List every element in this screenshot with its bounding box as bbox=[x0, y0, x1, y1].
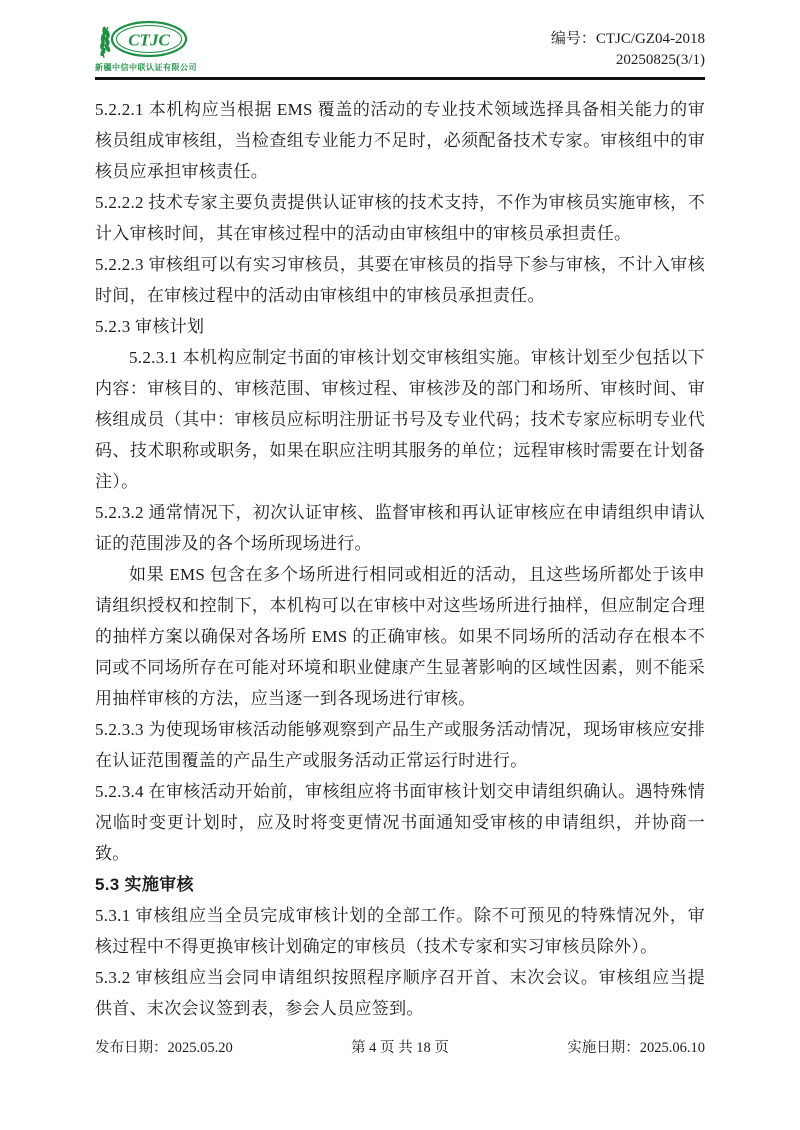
document-footer bbox=[95, 1036, 705, 1057]
paragraph-5232: 5.2.3.2 通常情况下，初次认证审核、监督审核和再认证审核应在申请组织申请认证的范围涉及的各个场所现场进行。 bbox=[95, 503, 705, 553]
header-divider bbox=[95, 77, 705, 80]
implement-date: 实施日期：2025.06.10 bbox=[567, 1040, 705, 1056]
paragraph-5222: 5.2.2.2 技术专家主要负责提供认证审核的技术支持，不作为审核员实施审核，不计入审核时间，其在审核过程中的活动由审核组中的审核员承担责任。 bbox=[95, 193, 705, 243]
heading-523: 5.2.3 审核计划 bbox=[95, 317, 205, 336]
paragraph-5221: 5.2.2.1 本机构应当根据 EMS 覆盖的活动的专业技术领域选择具备相关能力的审核员组成审核组，当检查组专业能力不足时，必须配备技术专家。审核组中的审核员应承担审核责任。 bbox=[95, 100, 705, 181]
ctjc-logo-icon bbox=[95, 20, 189, 60]
heading-53: 5.3 实施审核 bbox=[95, 875, 194, 894]
paragraph-5234: 5.2.3.4 在审核活动开始前，审核组应将书面审核计划交申请组织确认。遇特殊情况临时变更计划时，应及时将变更情况书面通知受审核的申请组织，并协商一致。 bbox=[95, 782, 705, 863]
document-body bbox=[95, 94, 705, 1024]
paragraph-532: 5.3.2 审核组应当会同申请组织按照程序顺序召开首、末次会议。审核组应当提供首、末次会议签到表，参会人员应签到。 bbox=[95, 968, 705, 1018]
page-number: 第 4 页 共 18 页 bbox=[351, 1040, 449, 1056]
document-version: 20250825(3/1) bbox=[615, 52, 705, 68]
company-name: 新疆中信中联认证有限公司 bbox=[95, 63, 197, 72]
paragraph-5233: 5.2.3.3 为使现场审核活动能够观察到产品生产或服务活动情况，现场审核应安排在认证范围覆盖的产品生产或服务活动正常运行时进行。 bbox=[95, 720, 705, 770]
paragraph-5223: 5.2.2.3 审核组可以有实习审核员，其要在审核员的指导下参与审核，不计入审核时间，在审核过程中的活动由审核组中的审核员承担责任。 bbox=[95, 255, 705, 305]
logo-text: CTJC bbox=[128, 30, 170, 50]
paragraph-ems-sampling: 如果 EMS 包含在多个场所进行相同或相近的活动，且这些场所都处于该申请组织授权和控制下，本机构可以在审核中对这些场所进行抽样，但应制定合理的抽样方案以确保对各场所 EMS 的正确审核。如果不同场所的活动存在根本不同或不同场所存在可能对环境和职业健康产生显著影响的区域性因素，则不能采用抽样审核的方法，应当逐一到各现场进行审核。 bbox=[95, 565, 705, 708]
release-date: 发布日期：2025.05.20 bbox=[95, 1040, 233, 1056]
paragraph-531: 5.3.1 审核组应当全员完成审核计划的全部工作。除不可预见的特殊情况外，审核过程中不得更换审核计划确定的审核员（技术专家和实习审核员除外）。 bbox=[95, 906, 705, 956]
document-header bbox=[95, 0, 705, 73]
document-meta bbox=[551, 29, 705, 73]
paragraph-5231: 5.2.3.1 本机构应制定书面的审核计划交审核组实施。审核计划至少包括以下内容：审核目的、审核范围、审核过程、审核涉及的部门和场所、审核时间、审核组成员（其中：审核员应标明注册证书号及专业代码；技术专家应标明专业代码、技术职称或职务，如果在职应注明其服务的单位；远程审核时需要在计划备注）。 bbox=[95, 348, 705, 491]
company-logo bbox=[95, 20, 197, 73]
document-number: 编号：CTJC/GZ04-2018 bbox=[550, 31, 705, 47]
